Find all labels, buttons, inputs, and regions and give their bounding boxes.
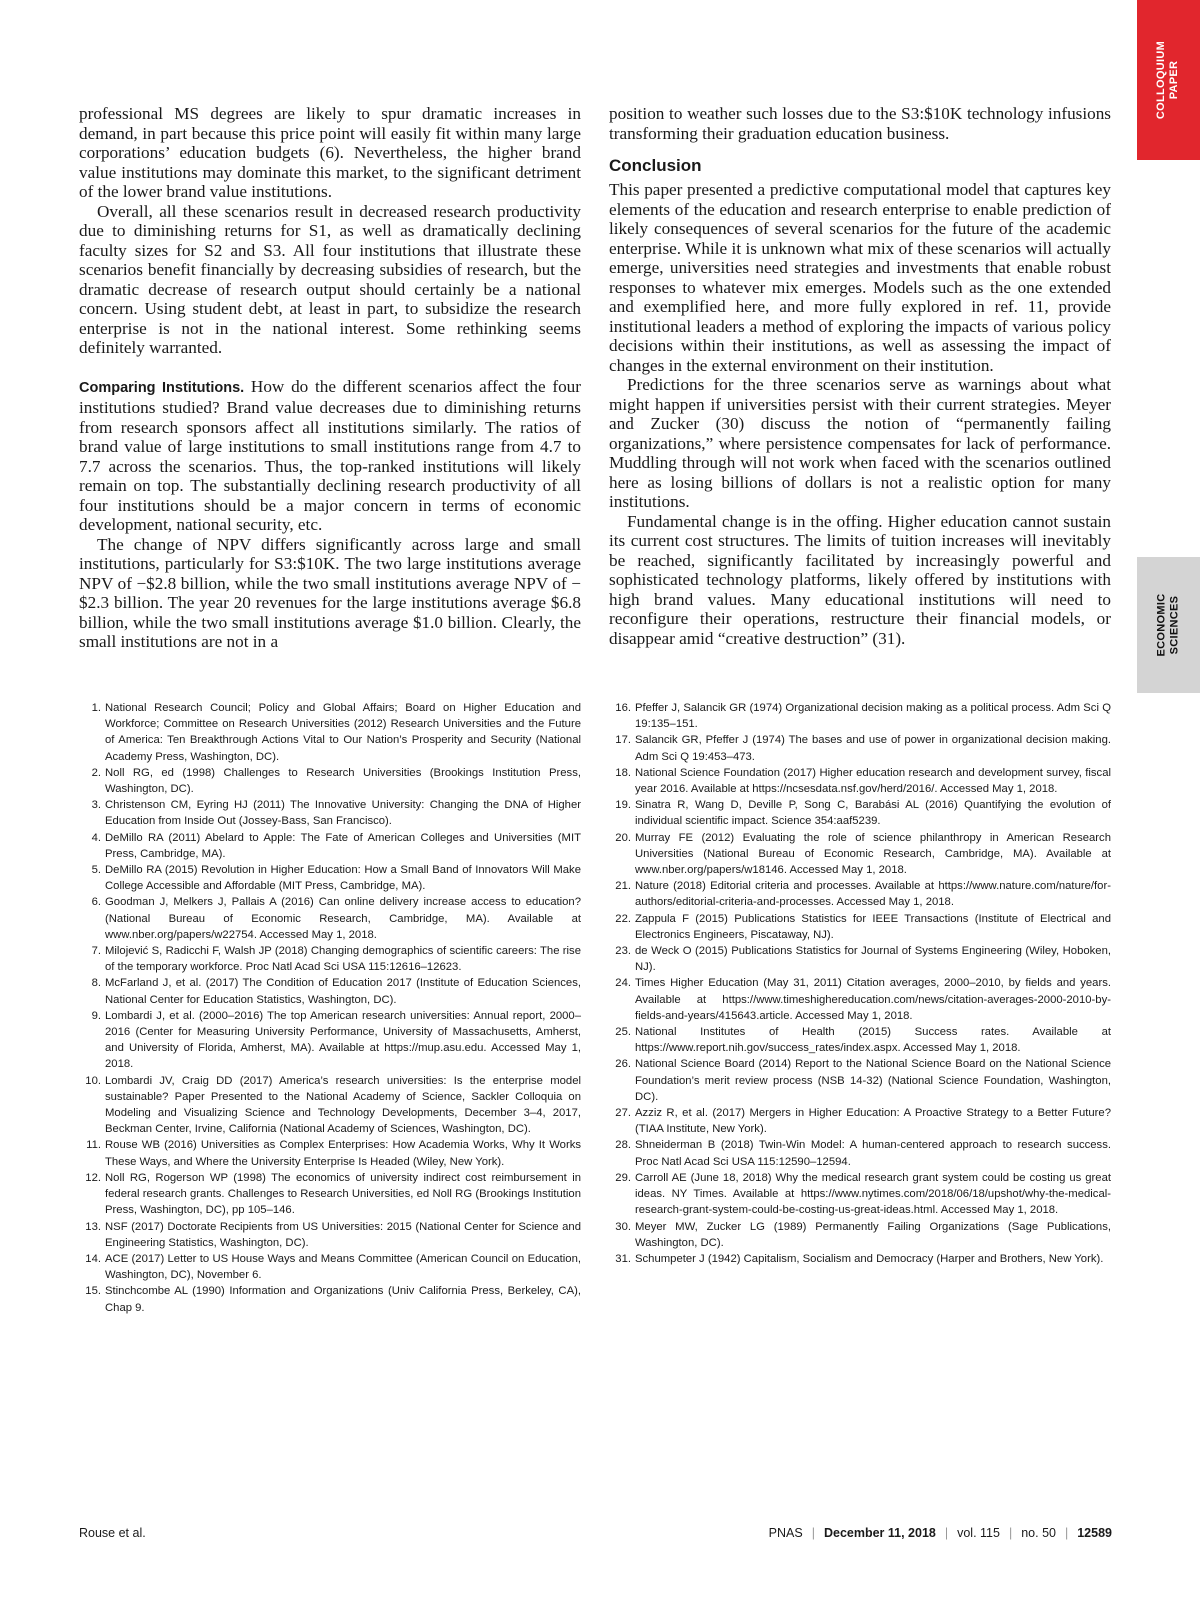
reference-text: Milojević S, Radicchi F, Walsh JP (2018) Changing demographics of scientific careers: The rise of the temporary workforce. Proc Natl Acad Sci USA 115:12616–12623. bbox=[105, 945, 581, 974]
reference-item bbox=[79, 797, 581, 829]
reference-text: ACE (2017) Letter to US House Ways and Means Committee (American Council on Education, Washington, DC), November 6. bbox=[105, 1252, 581, 1282]
reference-number: 22. bbox=[615, 912, 631, 925]
reference-text: Azziz R, et al. (2017) Mergers in Higher Education: A Proactive Strategy to a Better Future? (TIAA Institute, New York). bbox=[635, 1107, 1111, 1136]
reference-number: 21. bbox=[615, 880, 631, 893]
reference-item bbox=[609, 911, 1111, 943]
colloquium-paper-tab bbox=[1137, 0, 1200, 160]
reference-number: 11. bbox=[86, 1139, 101, 1152]
reference-item bbox=[79, 862, 581, 894]
reference-text: Lombardi JV, Craig DD (2017) America’s research universities: Is the enterprise model sustainable? Paper Presented to the National Academy of Science, Sackler Colloquia on Modeling and Visualizing Science and Technology Developments, December 3–4, 2017, Beckman Center, Irvine, California (National Academy of Sciences, Washington, DC). bbox=[105, 1074, 581, 1136]
reference-number: 6. bbox=[91, 896, 101, 909]
reference-number: 2. bbox=[91, 766, 101, 779]
reference-text: NSF (2017) Doctorate Recipients from US Universities: 2015 (National Center for Science and Engineering Statistics, Washington, DC). bbox=[105, 1220, 581, 1249]
reference-number: 28. bbox=[615, 1139, 631, 1152]
reference-number: 25. bbox=[615, 1026, 631, 1039]
reference-number: 14. bbox=[85, 1252, 101, 1265]
reference-number: 12. bbox=[85, 1171, 101, 1184]
footer-separator: | bbox=[944, 1526, 949, 1540]
footer-issue: no. 50 bbox=[1021, 1526, 1056, 1540]
economic-sciences-label: ECONOMIC SCIENCES bbox=[1155, 593, 1181, 657]
paragraph: position to weather such losses due to the S3:$10K technology infusions transforming their graduation education business. bbox=[609, 104, 1111, 143]
paragraph: Predictions for the three scenarios serve as warnings about what might happen if universities persist with their current strategies. Meyer and Zucker (30) discuss the notion of “permanently failing organizations,” where persistence compensates for lack of performance. Muddling through will not work when faced with the scenarios outlined here as losing billions of dollars is not a realistic option for many institutions. bbox=[609, 375, 1111, 511]
reference-text: DeMillo RA (2011) Abelard to Apple: The Fate of American Colleges and Universities (MIT Press, Cambridge, MA). bbox=[105, 831, 581, 860]
reference-text: de Weck O (2015) Publications Statistics for Journal of Systems Engineering (Wiley, Hoboken, NJ). bbox=[635, 945, 1111, 974]
reference-item bbox=[609, 1251, 1111, 1267]
reference-text: Murray FE (2012) Evaluating the role of science philanthropy in American Research Universities (National Bureau of Economic Research, Cambridge, MA). Available at www.nber.org/papers/w18146. Accessed May 1, 2018. bbox=[635, 831, 1111, 877]
reference-text: National Research Council; Policy and Global Affairs; Board on Higher Education and Workforce; Committee on Research Universities (2012) Research Universities and the Future of America: Ten Breakthrough Actions Vital to Our Nation’s Prosperity and Security (National Academy Press, Washington, DC). bbox=[105, 702, 581, 763]
reference-item bbox=[609, 1137, 1111, 1169]
reference-item bbox=[609, 765, 1111, 797]
reference-item bbox=[609, 700, 1111, 732]
reference-text: DeMillo RA (2015) Revolution in Higher Education: How a Small Band of Innovators Will Make College Accessible and Affordable (MIT Press, Cambridge, MA). bbox=[105, 864, 581, 893]
reference-number: 4. bbox=[91, 831, 101, 844]
reference-number: 9. bbox=[91, 1009, 101, 1022]
reference-text: Salancik GR, Pfeffer J (1974) The bases and use of power in organizational decision making. Adm Sci Q 19:453–473. bbox=[635, 734, 1111, 763]
footer-separator: | bbox=[1008, 1526, 1013, 1540]
reference-text: Goodman J, Melkers J, Pallais A (2016) Can online delivery increase access to education? (National Bureau of Economic Research, Cambridge, MA). Available at www.nber.org/papers/w22754. Accessed May 1, 2018. bbox=[105, 896, 581, 941]
reference-item bbox=[79, 1170, 581, 1219]
reference-number: 5. bbox=[91, 864, 101, 877]
run-in-heading: Comparing Institutions. bbox=[79, 379, 245, 396]
reference-number: 19. bbox=[615, 799, 631, 812]
reference-number: 29. bbox=[615, 1171, 631, 1184]
reference-number: 26. bbox=[615, 1058, 631, 1071]
reference-number: 10. bbox=[85, 1074, 101, 1087]
reference-number: 20. bbox=[615, 831, 631, 844]
reference-item bbox=[79, 1251, 581, 1283]
footer-date: December 11, 2018 bbox=[823, 1526, 936, 1540]
reference-text: Lombardi J, et al. (2000–2016) The top American research universities: Annual report, 2000–2016 (Center for Measuring University Performance, University of Massachusetts, Amherst, and University of Florida, Amherst, MA). Available at https://mup.asu.edu. Accessed May 1, 2018. bbox=[105, 1009, 581, 1071]
reference-number: 7. bbox=[91, 945, 101, 958]
reference-text: McFarland J, et al. (2017) The Condition of Education 2017 (Institute of Education Sciences, National Center for Education Statistics, Washington, DC). bbox=[105, 977, 581, 1006]
footer-separator: | bbox=[811, 1526, 815, 1540]
reference-number: 30. bbox=[615, 1220, 631, 1233]
body-column-right bbox=[609, 104, 1111, 648]
reference-item bbox=[79, 1073, 581, 1138]
footer-citation bbox=[769, 1526, 1112, 1540]
reference-item bbox=[609, 1024, 1111, 1056]
footer-journal: PNAS bbox=[768, 1526, 803, 1540]
reference-item bbox=[609, 975, 1111, 1024]
reference-item bbox=[79, 765, 581, 797]
reference-number: 23. bbox=[615, 945, 631, 958]
reference-text: Nature (2018) Editorial criteria and processes. Available at https://www.nature.com/nature/for-authors/editorial-criteria-and-processes. Accessed May 1, 2018. bbox=[635, 880, 1111, 909]
reference-item bbox=[609, 830, 1111, 879]
reference-item bbox=[79, 1283, 581, 1315]
reference-number: 17. bbox=[615, 734, 631, 747]
reference-number: 24. bbox=[615, 977, 631, 990]
reference-item bbox=[609, 1056, 1111, 1105]
conclusion-heading: Conclusion bbox=[609, 156, 702, 175]
reference-item bbox=[609, 943, 1111, 975]
reference-number: 31. bbox=[615, 1252, 631, 1265]
reference-item bbox=[79, 894, 581, 943]
reference-number: 3. bbox=[91, 799, 101, 812]
reference-item bbox=[79, 1219, 581, 1251]
footer-page-number: 12589 bbox=[1077, 1526, 1112, 1540]
reference-text: Times Higher Education (May 31, 2011) Citation averages, 2000–2010, by fields and years. Available at https://www.timeshighereducation.com/news/citation-averages-2000-2010-by-fields-and-years/415643.article. Accessed May 1, 2018. bbox=[635, 977, 1111, 1022]
reference-text: Zappula F (2015) Publications Statistics for IEEE Transactions (Institute of Electrical and Electronics Engineers, Piscataway, NJ). bbox=[635, 912, 1111, 941]
reference-number: 1. bbox=[91, 702, 101, 714]
reference-text: National Science Board (2014) Report to the National Science Board on the National Science Foundation’s merit review process (NSB 14-32) (National Science Foundation, Washington, DC). bbox=[635, 1058, 1111, 1103]
paragraph: professional MS degrees are likely to spur dramatic increases in demand, in part because this price point will easily fit within many large corporations’ education budgets (6). Nevertheless, the higher brand value institutions may dominate this market, to the significant detriment of the lower brand value institutions. bbox=[79, 104, 581, 201]
reference-number: 15. bbox=[85, 1285, 101, 1298]
reference-item bbox=[609, 1170, 1111, 1219]
reference-item bbox=[79, 830, 581, 862]
reference-item bbox=[79, 1137, 581, 1169]
reference-number: 16. bbox=[615, 702, 631, 714]
reference-item bbox=[79, 1008, 581, 1073]
reference-number: 18. bbox=[615, 766, 631, 779]
reference-text: National Science Foundation (2017) Higher education research and development survey, fiscal year 2016. Available at https://ncsesdata.nsf.gov/herd/2016/. Accessed May 1, 2018. bbox=[635, 766, 1111, 796]
reference-number: 27. bbox=[615, 1107, 631, 1120]
paragraph: This paper presented a predictive computational model that captures key elements of the education and research enterprise to enable prediction of likely consequences of several scenarios for the future of the academic enterprise. While it is unknown what mix of these scenarios will actually emerge, universities need strategies and investments that enable robust responses to whatever mix emerges. Models such as the one extended and exemplified here, and more fully explored in ref. 11, provide institutional leaders a method of exploring the impacts of various policy decisions within their institutions, as well as assessing the impact of changes in the external environment on their institution. bbox=[609, 180, 1111, 375]
footer-volume: vol. 115 bbox=[957, 1526, 1000, 1540]
body-column-left bbox=[79, 104, 581, 652]
reference-text: Christenson CM, Eyring HJ (2011) The Innovative University: Changing the DNA of Higher Education from Inside Out (Jossey-Bass, San Francisco). bbox=[105, 799, 581, 828]
reference-text: Shneiderman B (2018) Twin-Win Model: A human-centered approach to research success. Proc Natl Acad Sci USA 115:12590–12594. bbox=[635, 1139, 1111, 1168]
paragraph-comparing-institutions bbox=[79, 377, 581, 535]
references-list-right bbox=[609, 700, 1111, 1267]
reference-text: National Institutes of Health (2015) Success rates. Available at https://www.report.nih.gov/success_rates/index.aspx. Accessed May 1, 2018. bbox=[635, 1026, 1111, 1055]
reference-item bbox=[79, 943, 581, 975]
reference-item bbox=[609, 1105, 1111, 1137]
reference-number: 13. bbox=[85, 1220, 101, 1233]
reference-item bbox=[609, 878, 1111, 910]
reference-text: Rouse WB (2016) Universities as Complex Enterprises: How Academia Works, Why It Works These Ways, and Where the University Enterprise Is Headed (Wiley, New York). bbox=[105, 1139, 581, 1168]
reference-text: Stinchcombe AL (1990) Information and Organizations (Univ California Press, Berkeley, CA), Chap 9. bbox=[105, 1285, 581, 1314]
reference-item bbox=[79, 700, 581, 765]
reference-item bbox=[79, 975, 581, 1007]
paragraph: Overall, all these scenarios result in decreased research productivity due to diminishing returns for S1, as well as dramatically declining faculty sizes for S2 and S3. All four institutions that illustrate these scenarios benefit financially by decreasing subsidies of research, but the dramatic decrease of research output should certainly be a national concern. Using student debt, at least in part, to subsidize the research enterprise is not in the national interest. Some rethinking seems definitely warranted. bbox=[79, 201, 581, 357]
reference-item bbox=[609, 732, 1111, 764]
footer-author: Rouse et al. bbox=[79, 1526, 146, 1540]
references-list-left bbox=[79, 700, 581, 1316]
paragraph-text: How do the different scenarios affect the four institutions studied? Brand value decreases due to diminishing returns from research sponsors affect all institutions similarly. The ratios of brand value of large institutions to small institutions range from 4.7 to 7.7 across the scenarios. Thus, the top-ranked institutions will likely remain on top. The substantially declining research productivity of all four institutions should be a major concern in terms of economic development, national security, etc. bbox=[79, 376, 581, 534]
paragraph: Fundamental change is in the offing. Higher education cannot sustain its current cost structures. The limits of tuition increases will inevitably be reached, significantly facilitated by increasingly powerful and sophisticated technology platforms, likely offered by institutions with high brand values. Many educational institutions will need to reconfigure their operations, restructure their financial models, or disappear amid “creative destruction” (31). bbox=[609, 511, 1111, 648]
reference-item bbox=[609, 797, 1111, 829]
reference-text: Pfeffer J, Salancik GR (1974) Organizational decision making as a political process. Adm Sci Q 19:135–151. bbox=[635, 702, 1111, 731]
economic-sciences-tab bbox=[1137, 557, 1200, 693]
reference-number: 8. bbox=[91, 977, 101, 990]
colloquium-paper-label: COLLOQUIUM PAPER bbox=[1155, 40, 1181, 120]
footer-separator: | bbox=[1064, 1526, 1069, 1540]
reference-text: Noll RG, ed (1998) Challenges to Research Universities (Brookings Institution Press, Washington, DC). bbox=[105, 766, 581, 796]
paragraph: The change of NPV differs significantly across large and small institutions, particularly for S3:$10K. The two large institutions average NPV of −$2.8 billion, while the two small institutions average NPV of −$2.3 billion. The year 20 revenues for the large institutions average $6.8 billion, while the two small institutions average $1.0 billion. Clearly, the small institutions are not in a bbox=[79, 534, 581, 651]
reference-text: Noll RG, Rogerson WP (1998) The economics of university indirect cost reimbursement in federal research grants. Challenges to Research Universities, ed Noll RG (Brookings Institution Press, Washington, DC), pp 105–146. bbox=[105, 1171, 581, 1217]
reference-text: Carroll AE (June 18, 2018) Why the medical research grant system could be costing us great ideas. NY Times. Available at https://www.nytimes.com/2018/06/18/upshot/why-the-medical-research-grant-system-could-be-costing-us-great-ideas.html. Accessed May 1, 2018. bbox=[635, 1171, 1111, 1217]
reference-text: Schumpeter J (1942) Capitalism, Socialism and Democracy (Harper and Brothers, New York). bbox=[635, 1252, 1104, 1265]
reference-text: Sinatra R, Wang D, Deville P, Song C, Barabási AL (2016) Quantifying the evolution of individual scientific impact. Science 354:aaf5239. bbox=[635, 799, 1111, 828]
reference-item bbox=[609, 1219, 1111, 1251]
reference-text: Meyer MW, Zucker LG (1989) Permanently Failing Organizations (Sage Publications, Washington, DC). bbox=[635, 1220, 1111, 1249]
